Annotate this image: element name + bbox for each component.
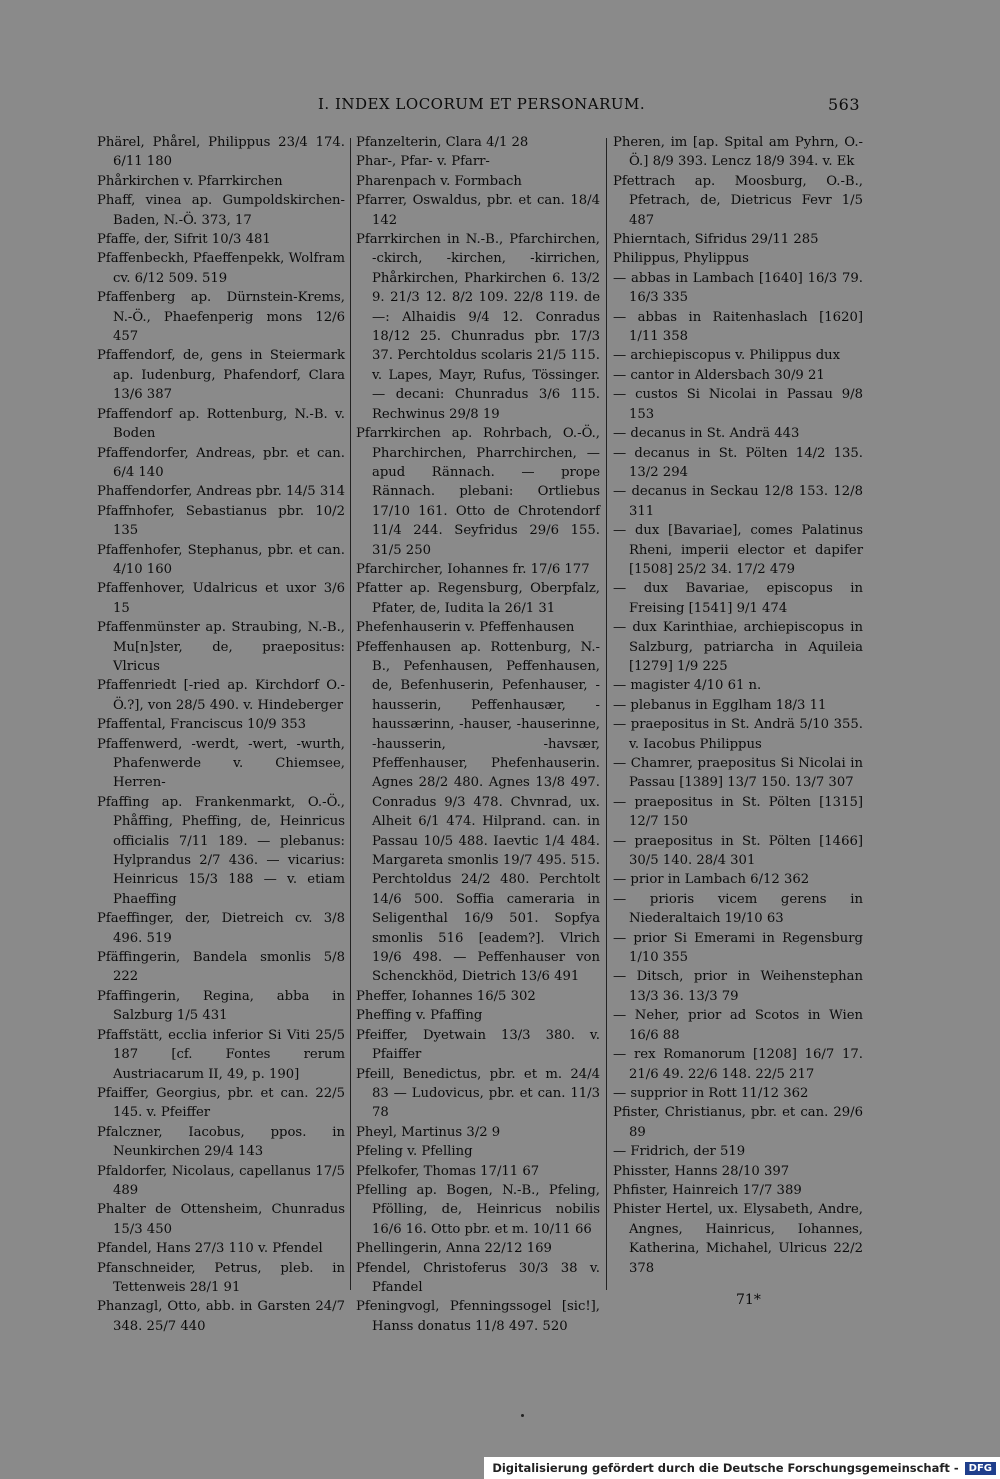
index-entry: Pheren, im [ap. Spital am Pyhrn, O.-Ö.] 8/9 393. Lencz 18/9 394. v. Ek — [613, 135, 863, 170]
index-entry: Pfalczner, Iacobus, ppos. in Neunkirchen 29/4 143 — [97, 1124, 345, 1160]
index-entry: Pfeiffer, Dyetwain 13/3 380. v. Pfaiffer — [356, 1027, 600, 1063]
index-entry: — Neher, prior ad Scotos in Wien 16/6 88 — [613, 1008, 863, 1043]
index-entry: — cantor in Aldersbach 30/9 21 — [613, 367, 825, 383]
index-entry: Pfarrer, Oswaldus, pbr. et can. 18/4 142 — [356, 193, 600, 228]
index-entry: Pfaffenwerd, -werdt, -wert, -wurth, Phafenwerde v. Chiemsee, Herren- — [97, 736, 345, 791]
index-entry: Phfister, Hainreich 17/7 389 — [613, 1182, 802, 1198]
index-entry: — praepositus in St. Pölten [1315] 12/7 150 — [613, 794, 863, 830]
index-entry: Pfeffenhausen ap. Rottenburg, N.-B., Pefenhausen, Peffenhausen, de, Befenhuserin, Pefenhauser, -hausserin, Peffenhausær, -haussærinn, -hauser, -hauserinne, -hausserin, -havsær, Pfeffenhauser, Phefenhauserin. Agnes 28/2 480. Agnes 13/8 497. Conradus 9/3 478. Chvnrad, ux. Alheit 6/1 474. Hilprand. can. in Passau 10/5 488. Iaevtic 1/4 484. Margareta smonlis 19/7 495. 515. Perchtoldus 24/2 480. Perchtolt 14/6 500. Soffia cameraria in Seligenthal 16/9 501. Sopfya smonlis 516 [eadem?]. Vlrich 19/6 498. — Peffenhauser von Schenckhöd, Dietrich 13/6 491 — [356, 639, 600, 985]
index-entry: Pfaffenriedt [-ried ap. Kirchdorf O.-Ö.?], von 28/5 490. v. Hindeberger — [97, 678, 345, 713]
page-number: 563 — [827, 95, 860, 114]
index-entry: Phierntach, Sifridus 29/11 285 — [613, 232, 819, 248]
index-entry: — custos Si Nicolai in Passau 9/8 153 — [613, 387, 863, 422]
index-entry: Phaff, vinea ap. Gumpoldskirchen-Baden, N.-Ö. 373, 17 — [97, 193, 345, 228]
index-entry: Pfeningvogl, Pfenningssogel [sic!], Hanss donatus 11/8 497. 520 — [356, 1299, 600, 1334]
index-column-2 — [356, 133, 600, 1336]
index-entry: Pfaffenberg ap. Dürnstein-Krems, N.-Ö., Phaefenperig mons 12/6 457 — [97, 290, 345, 345]
index-entry: — dux Bavariae, episcopus in Freising [1541] 9/1 474 — [613, 581, 863, 616]
index-entry: Pheffer, Iohannes 16/5 302 — [356, 988, 536, 1004]
page-dot — [521, 1414, 524, 1417]
footer-text: Digitalisierung gefördert durch die Deutsche Forschungsgemeinschaft - — [492, 1461, 959, 1475]
index-entry: — praepositus in St. Andrä 5/10 355. v. Iacobus Philippus — [613, 717, 863, 752]
index-entry: Phärel, Phårel, Philippus 23/4 174. 6/11 180 — [97, 135, 345, 170]
index-entry: — prioris vicem gerens in Niederaltaich 19/10 63 — [613, 891, 863, 927]
signature-mark: 71* — [736, 1292, 761, 1308]
index-entry: Pfaffendorfer, Andreas, pbr. et can. 6/4 140 — [97, 445, 345, 480]
index-entry: Pfaiffer, Georgius, pbr. et can. 22/5 145. v. Pfeiffer — [97, 1085, 345, 1121]
index-entry: Pfeill, Benedictus, pbr. et m. 24/4 83 — Ludovicus, pbr. et can. 11/3 78 — [356, 1066, 600, 1121]
index-entry: — prior in Lambach 6/12 362 — [613, 872, 810, 888]
column-divider — [606, 138, 607, 1290]
index-entry: Pfendel, Christoferus 30/3 38 v. Pfandel — [356, 1260, 600, 1295]
index-entry: Pfaffendorf ap. Rottenburg, N.-B. v. Boden — [97, 406, 345, 442]
index-column-3 — [613, 133, 863, 1278]
page-header-title: I. INDEX LOCORUM ET PERSONARUM. — [318, 95, 646, 113]
index-entry: Pfatter ap. Regensburg, Oberpfalz, Pfater, de, Iudita la 26/1 31 — [356, 581, 600, 616]
index-entry: Philippus, Phylippus — [613, 251, 749, 267]
index-entry: — praepositus in St. Pölten [1466] 30/5 140. 28/4 301 — [613, 833, 863, 869]
index-entry: Pfaffing ap. Frankenmarkt, O.-Ö., Phåffing, Pheffing, de, Heinricus officialis 7/11 189. — plebanus: Hylprandus 2/7 436. — vicarius: Heinricus 15/3 188 — v. etiam Phaeffing — [97, 794, 345, 907]
index-entry: Phister Hertel, ux. Elysabeth, Andre, Angnes, Hainricus, Iohannes, Katherina, Michahel, Ulricus 22/2 378 — [613, 1202, 863, 1276]
index-entry: — archiepiscopus v. Philippus dux — [613, 348, 841, 364]
index-entry: Pfandel, Hans 27/3 110 v. Pfendel — [97, 1241, 323, 1257]
index-entry: Pfarrkirchen in N.-B., Pfarchirchen, -ckirch, -kirchen, -kirrichen, Phårkirchen, Pharkirchen 6. 13/2 9. 21/3 12. 8/2 109. 22/8 119. de —: Alhaidis 9/4 12. Conradus 18/12 25. Chunradus pbr. 17/3 37. Perchtoldus scolaris 21/5 115. v. Lapes, Mayr, Rufus, Tössinger. — decani: Chunradus 3/6 115. Rechwinus 29/8 19 — [356, 232, 600, 422]
index-entry: Pfaffingerin, Regina, abba in Salzburg 1/5 431 — [97, 988, 345, 1024]
index-entry: — decanus in St. Pölten 14/2 135. 13/2 294 — [613, 445, 863, 480]
index-entry: Phaffendorfer, Andreas pbr. 14/5 314 — [97, 484, 345, 500]
index-entry: — abbas in Raitenhaslach [1620] 1/11 358 — [613, 309, 863, 345]
index-entry: Pheyl, Martinus 3/2 9 — [356, 1124, 501, 1140]
column-divider — [350, 138, 351, 1290]
index-entry: Pfarchircher, Iohannes fr. 17/6 177 — [356, 561, 590, 577]
index-entry: — rex Romanorum [1208] 16/7 17. 21/6 49. 22/6 148. 22/5 217 — [613, 1047, 863, 1082]
index-entry: Pharenpach v. Formbach — [356, 173, 522, 189]
index-entry: Phellingerin, Anna 22/12 169 — [356, 1241, 552, 1257]
index-entry: — magister 4/10 61 n. — [613, 678, 762, 694]
index-entry: Phefenhauserin v. Pfeffenhausen — [356, 620, 575, 636]
index-entry: Pfaffenhover, Udalricus et uxor 3/6 15 — [97, 581, 345, 616]
index-entry: Pfaffnhofer, Sebastianus pbr. 10/2 135 — [97, 503, 345, 539]
index-entry: Pfarrkirchen ap. Rohrbach, O.-Ö., Pharchirchen, Pharrchirchen, — apud Rännach. — prope Rännach. plebani: Ortliebus 17/10 161. Otto de Chrotendorf 11/4 244. Seyfridus 29/6 155. 31/5 250 — [356, 426, 600, 558]
index-entry: Phalter de Ottensheim, Chunradus 15/3 450 — [97, 1202, 345, 1237]
index-entry: Pfanschneider, Petrus, pleb. in Tettenweis 28/1 91 — [97, 1260, 345, 1295]
index-entry: — dux Karinthiae, archiepiscopus in Salzburg, patriarcha in Aquileia [1279] 1/9 225 — [613, 620, 863, 674]
index-entry: Pheffing v. Pfaffing — [356, 1008, 483, 1024]
index-entry: Pfaeffinger, der, Dietreich cv. 3/8 496. 519 — [97, 911, 345, 946]
index-entry: — prior Si Emerami in Regensburg 1/10 355 — [613, 930, 863, 966]
index-entry: Pfelkofer, Thomas 17/11 67 — [356, 1163, 540, 1179]
index-entry: — Chamrer, praepositus Si Nicolai in Passau [1389] 13/7 150. 13/7 307 — [613, 756, 863, 791]
index-entry: Pfäffingerin, Bandela smonlis 5/8 222 — [97, 950, 345, 985]
index-entry: Pfaffenhofer, Stephanus, pbr. et can. 4/10 160 — [97, 542, 345, 577]
dfg-logo: DFG — [965, 1462, 996, 1475]
index-entry: Pfelling ap. Bogen, N.-B., Pfeling, Pfölling, de, Heinricus nobilis 16/6 16. Otto pbr. et m. 10/11 66 — [356, 1182, 600, 1237]
index-entry: Pfister, Christianus, pbr. et can. 29/6 89 — [613, 1105, 863, 1140]
index-column-1 — [97, 133, 345, 1336]
index-entry: Pfeling v. Pfelling — [356, 1144, 473, 1160]
index-entry: Phisster, Hanns 28/10 397 — [613, 1163, 790, 1179]
index-entry: — Ditsch, prior in Weihenstephan 13/3 36. 13/3 79 — [613, 969, 863, 1004]
index-entry: Pfaffendorf, de, gens in Steiermark ap. Iudenburg, Phafendorf, Clara 13/6 387 — [97, 348, 345, 403]
index-entry: — decanus in Seckau 12/8 153. 12/8 311 — [613, 484, 863, 519]
index-entry: — plebanus in Egglham 18/3 11 — [613, 697, 827, 713]
index-entry: Phanzagl, Otto, abb. in Garsten 24/7 348. 25/7 440 — [97, 1299, 345, 1334]
index-entry: — supprior in Rott 11/12 362 — [613, 1085, 809, 1101]
index-entry: Pfaffstätt, ecclia inferior Si Viti 25/5 187 [cf. Fontes rerum Austriacarum II, 49, p. 190] — [97, 1027, 345, 1082]
index-entry: Pfaldorfer, Nicolaus, capellanus 17/5 489 — [97, 1163, 345, 1198]
index-entry: Pfaffenbeckh, Pfaeffenpekk, Wolfram cv. 6/12 509. 519 — [97, 251, 345, 286]
index-entry: — dux [Bavariae], comes Palatinus Rheni, imperii elector et dapifer [1508] 25/2 34. 17/2 479 — [613, 523, 863, 577]
index-entry: — Fridrich, der 519 — [613, 1144, 746, 1160]
index-entry: — abbas in Lambach [1640] 16/3 79. 16/3 335 — [613, 270, 863, 306]
index-entry: Pfaffe, der, Sifrit 10/3 481 — [97, 232, 271, 248]
index-entry: — decanus in St. Andrä 443 — [613, 426, 800, 442]
index-entry: Phar-, Pfar- v. Pfarr- — [356, 154, 490, 170]
footer-banner — [484, 1457, 1000, 1479]
index-entry: Phårkirchen v. Pfarrkirchen — [97, 173, 283, 189]
index-entry: Pfaffental, Franciscus 10/9 353 — [97, 717, 307, 733]
index-entry: Pfanzelterin, Clara 4/1 28 — [356, 135, 529, 150]
index-entry: Pfaffenmünster ap. Straubing, N.-B., Mu[n]ster, de, praepositus: Vlricus — [97, 620, 345, 674]
index-entry: Pfettrach ap. Moosburg, O.-B., Pfetrach, de, Dietricus Fevr 1/5 487 — [613, 173, 863, 228]
